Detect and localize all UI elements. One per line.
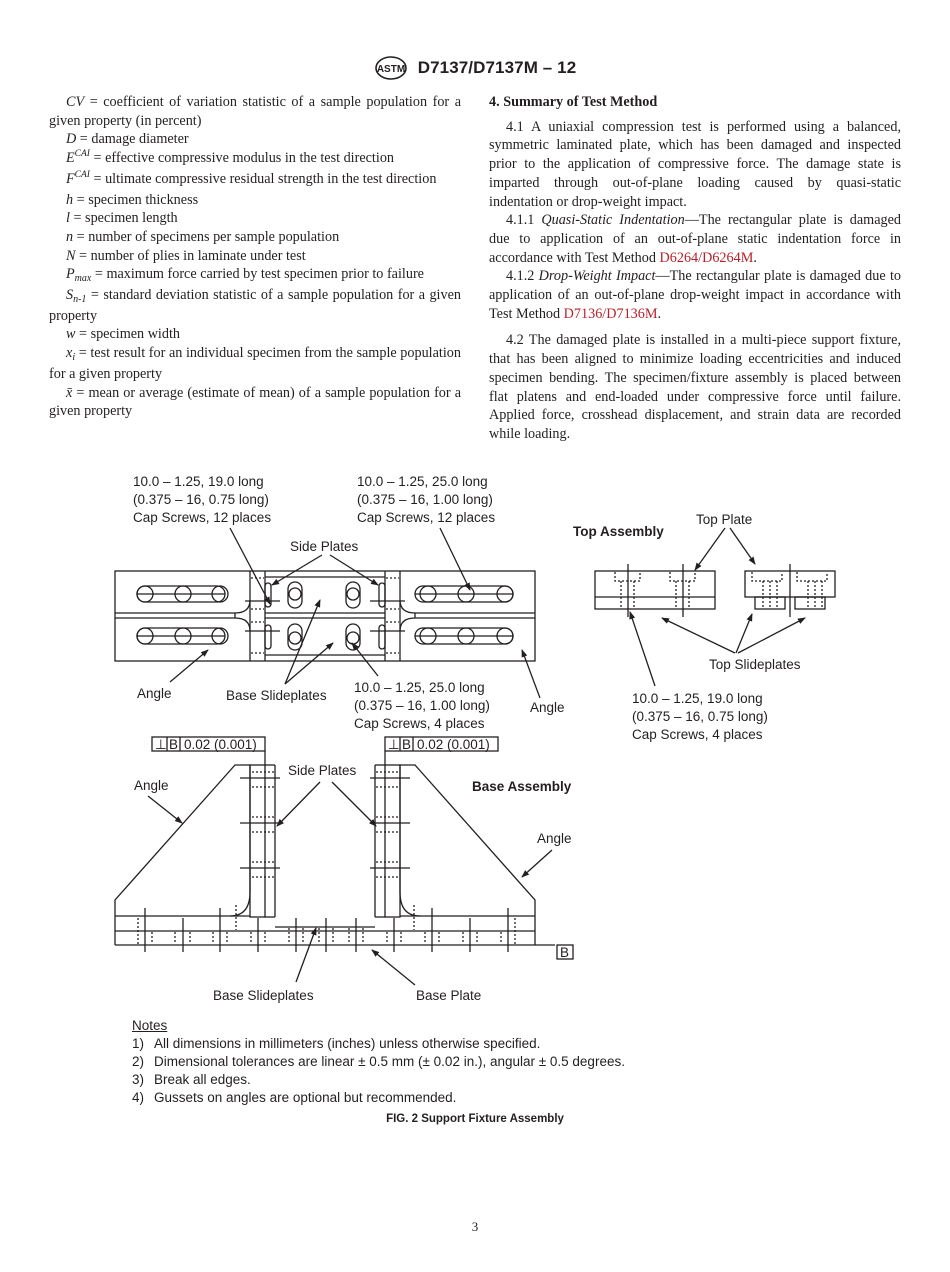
section-title: 4. Summary of Test Method	[489, 94, 658, 110]
svg-text:B: B	[560, 945, 570, 960]
svg-text:⊥: ⊥	[388, 737, 400, 752]
svg-text:Side Plates: Side Plates	[290, 539, 359, 554]
note-item: 4) Gussets on angles are optional but recommended.	[132, 1090, 457, 1105]
figure-notes	[132, 1017, 625, 1107]
definition-cv: CV = coefficient of variation statistic of a sample population for a given property (in percent)	[49, 94, 461, 129]
svg-text:Angle: Angle	[137, 686, 172, 701]
definition-l: l = specimen length	[66, 210, 178, 227]
svg-text:Base Assembly: Base Assembly	[472, 779, 572, 794]
svg-text:Top Plate: Top Plate	[696, 512, 753, 527]
definition-xi: $x_i$ = test result for an individual specimen from the sample population for a given property	[49, 345, 461, 382]
svg-text:Top Assembly: Top Assembly	[573, 524, 664, 539]
definition-w: w = specimen width	[66, 326, 181, 343]
paragraph-4-1-1: 4.1.1 Quasi-Static Indentation—The rectangular plate is damaged due to application of an out-of-plane static indentation force in accordance with Test Method D6264/D6264M.	[489, 212, 901, 266]
definition-xbar: x̄ = mean or average (estimate of mean) of a sample population for a given property	[49, 384, 461, 420]
svg-text:0.02 (0.001): 0.02 (0.001)	[184, 737, 257, 752]
paragraph-4-1: 4.1 A uniaxial compression test is performed using a balanced, symmetric laminated plate, which has been damaged and inspected prior to the application of compressive force. The damage state is imparted through out-of-plane loading caused by quasi-static indentation or drop-weight impact.	[489, 118, 901, 210]
svg-text:Side Plates: Side Plates	[288, 763, 357, 778]
svg-text:Top Slideplates: Top Slideplates	[709, 657, 801, 672]
paragraph-4-1-2: 4.1.2 Drop-Weight Impact—The rectangular plate is damaged due to application of an out-of-plane drop-weight impact in accordance with Test Method D7136/D7136M.	[489, 268, 901, 322]
svg-text:B: B	[169, 737, 179, 752]
svg-text:10.0 – 1.25, 25.0 long: 10.0 – 1.25, 25.0 long	[354, 680, 485, 695]
svg-text:Cap Screws, 12 places: Cap Screws, 12 places	[133, 510, 272, 525]
link-d7136[interactable]: D7136/D7136M	[563, 305, 658, 322]
note-item: 2) Dimensional tolerances are linear ± 0.5 mm (± 0.02 in.), angular ± 0.5 degrees.	[132, 1054, 625, 1069]
definition-e-cai: $E^{CAI}$ = effective compressive modulus in the test direction	[66, 149, 395, 167]
figure-2-support-fixture	[0, 465, 950, 1065]
note-item: 1) All dimensions in millimeters (inches) unless otherwise specified.	[132, 1036, 541, 1051]
svg-text:Base Slideplates: Base Slideplates	[213, 988, 314, 1003]
svg-text:0.02 (0.001): 0.02 (0.001)	[417, 737, 490, 752]
section-4-column	[489, 93, 901, 444]
svg-text:Cap Screws, 4 places: Cap Screws, 4 places	[632, 727, 763, 742]
svg-text:10.0 – 1.25, 25.0 long: 10.0 – 1.25, 25.0 long	[357, 474, 488, 489]
svg-text:Base Slideplates: Base Slideplates	[226, 688, 327, 703]
base-assembly-labels	[134, 737, 572, 1003]
page-number: 3	[471, 1219, 479, 1234]
svg-text:(0.375 – 16, 1.00 long): (0.375 – 16, 1.00 long)	[354, 698, 490, 713]
definitions-column	[49, 93, 461, 421]
paragraph-4-2: 4.2 The damaged plate is installed in a multi-piece support fixture, that has been aligned to minimize loading eccentricities and induced specimen bending. The specimen/fixture assembly is placed between flat platens and end-loaded under compressive force until failure. Applied force, crosshead displacement, and strain data are recorded while loading.	[489, 332, 901, 442]
svg-text:(0.375 – 16, 1.00 long): (0.375 – 16, 1.00 long)	[357, 492, 493, 507]
svg-text:Base Plate: Base Plate	[416, 988, 482, 1003]
document-id: D7137/D7137M – 12	[417, 58, 577, 77]
page-header	[0, 55, 950, 81]
svg-text:⊥: ⊥	[155, 737, 167, 752]
definition-d: D = damage diameter	[66, 131, 189, 148]
svg-text:(0.375 – 16, 0.75 long): (0.375 – 16, 0.75 long)	[133, 492, 269, 507]
definition-n: n = number of specimens per sample population	[66, 228, 340, 245]
definition-pmax: $P_{max}$ = maximum force carried by test specimen prior to failure	[66, 266, 424, 285]
svg-text:Angle: Angle	[537, 831, 572, 846]
svg-text:Angle: Angle	[134, 778, 169, 793]
top-assembly-labels	[573, 512, 801, 742]
svg-text:Angle: Angle	[530, 700, 565, 715]
figure-caption: FIG. 2 Support Fixture Assembly	[386, 1113, 564, 1125]
notes-title: Notes	[132, 1018, 168, 1033]
note-item: 3) Break all edges.	[132, 1072, 251, 1087]
definition-plies: N = number of plies in laminate under test	[66, 247, 306, 264]
definition-h: h = specimen thickness	[66, 191, 199, 208]
svg-text:Cap Screws, 4 places: Cap Screws, 4 places	[354, 716, 485, 731]
link-d6264[interactable]: D6264/D6264M	[659, 249, 754, 266]
svg-text:10.0 – 1.25, 19.0 long: 10.0 – 1.25, 19.0 long	[133, 474, 264, 489]
fixture-drawing	[0, 465, 950, 1065]
definition-sn1: $S_{n-1}$ = standard deviation statistic of a sample population for a given property	[49, 287, 461, 324]
svg-text:(0.375 – 16, 0.75 long): (0.375 – 16, 0.75 long)	[632, 709, 768, 724]
astm-logo-icon	[374, 55, 408, 81]
svg-text:10.0 – 1.25, 19.0 long: 10.0 – 1.25, 19.0 long	[632, 691, 763, 706]
svg-text:ASTM: ASTM	[376, 64, 405, 75]
svg-text:B: B	[402, 737, 412, 752]
svg-text:Cap Screws, 12 places: Cap Screws, 12 places	[357, 510, 496, 525]
definition-f-cai: $F^{CAI}$ = ultimate compressive residual strength in the test direction	[66, 169, 437, 187]
